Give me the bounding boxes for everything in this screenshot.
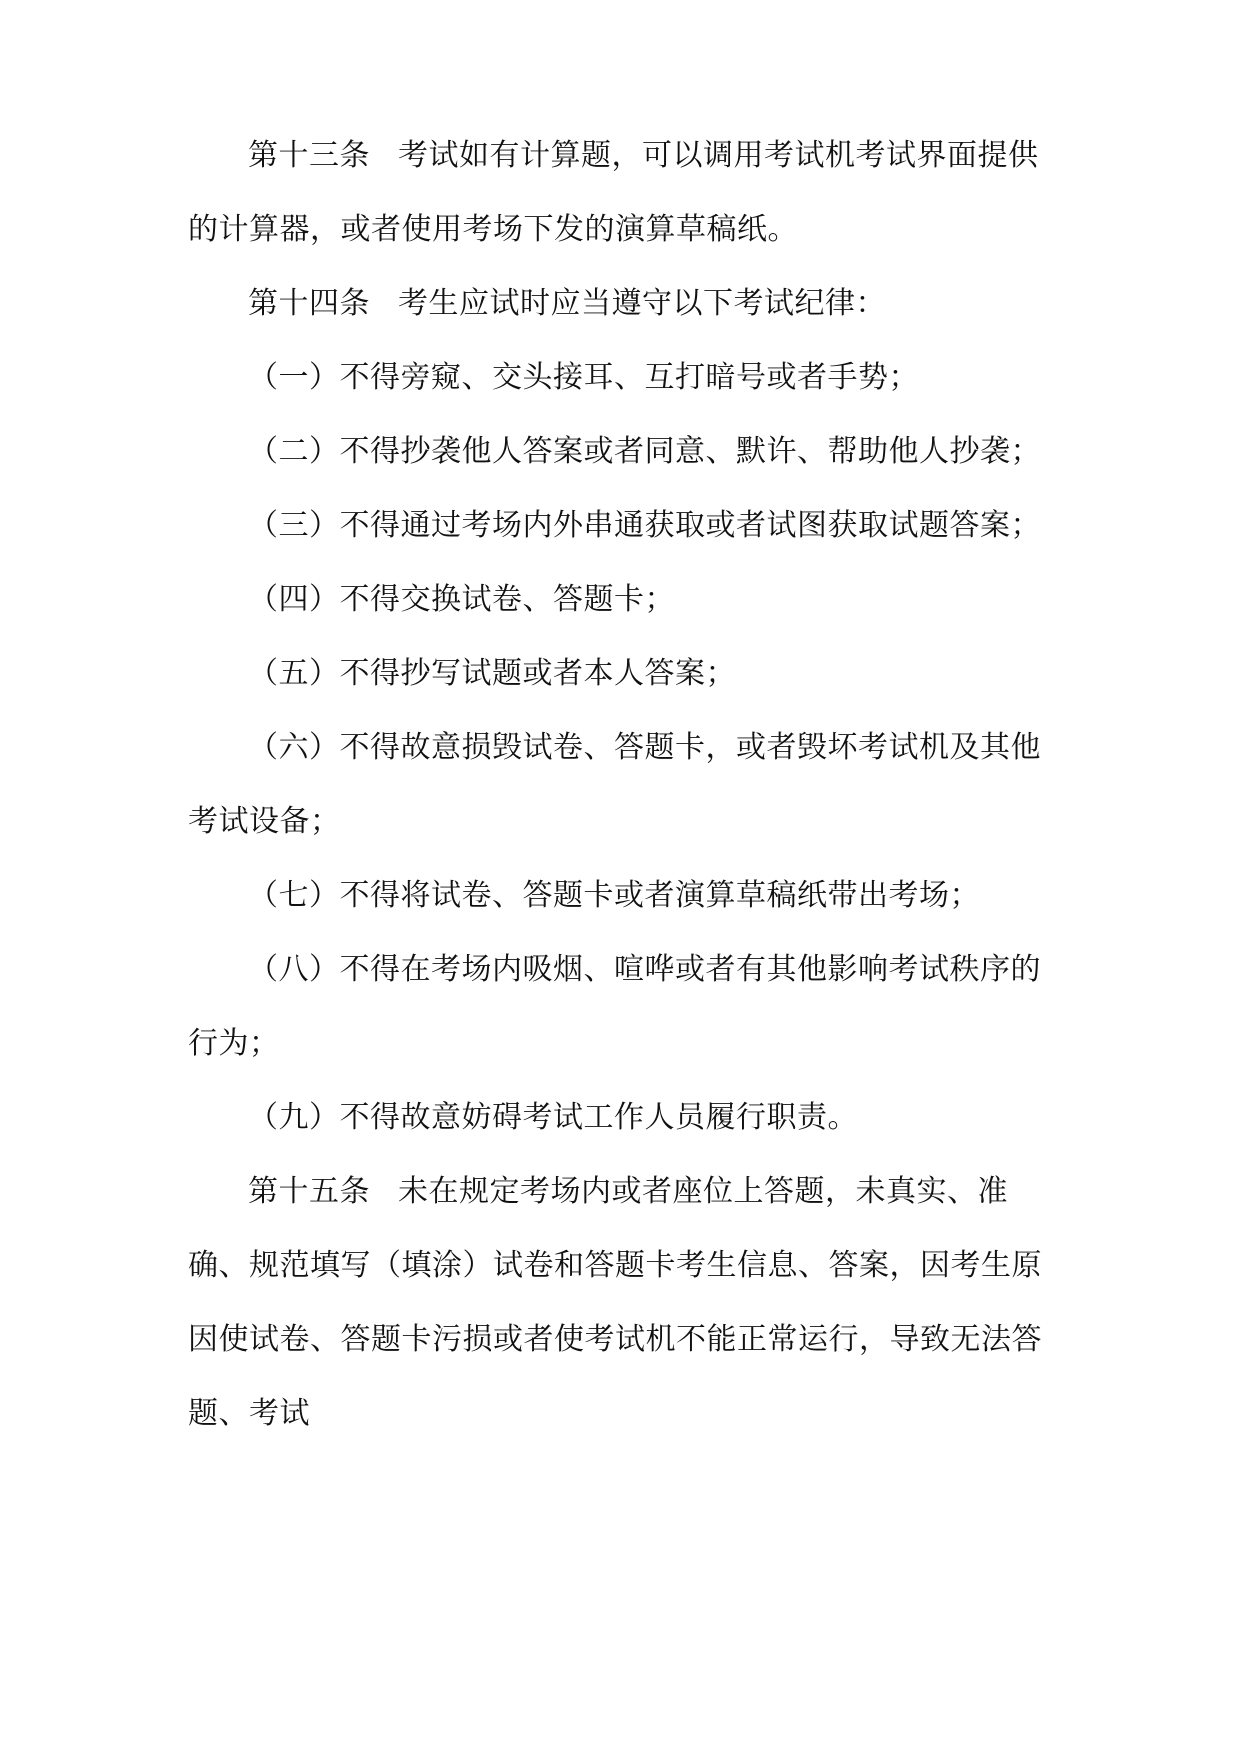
list-item-3: （三）不得通过考场内外串通获取或者试图获取试题答案；	[248, 508, 1041, 543]
article-14-text: 考生应试时应当遵守以下考试纪律：	[398, 286, 886, 321]
list-item-5: （五）不得抄写试题或者本人答案；	[248, 656, 736, 691]
list-item-7: （七）不得将试卷、答题卡或者演算草稿纸带出考场；	[248, 878, 980, 913]
article-13-paragraph	[188, 119, 1048, 267]
article-15-text: 未在规定考场内或者座位上答题，未真实、准确、规范填写（填涂）试卷和答题卡考生信息、答案，因考生原因使试卷、答题卡污损或者使考试机不能正常运行，导致无法答题、考试	[188, 1174, 1042, 1431]
list-item-1: （一）不得旁窥、交头接耳、互打暗号或者手势；	[248, 360, 919, 395]
list-item-4: （四）不得交换试卷、答题卡；	[248, 582, 675, 617]
list-item-6: （六）不得故意损毁试卷、答题卡，或者毁坏考试机及其他考试设备；	[188, 730, 1041, 839]
list-item-9: （九）不得故意妨碍考试工作人员履行职责。	[248, 1100, 858, 1135]
article-14-paragraph	[188, 267, 1048, 341]
article-15-paragraph	[188, 1155, 1048, 1451]
article-13-text: 考试如有计算题，可以调用考试机考试界面提供的计算器，或者使用考场下发的演算草稿纸。	[188, 138, 1039, 247]
list-item-8: （八）不得在考场内吸烟、喧哗或者有其他影响考试秩序的行为；	[188, 952, 1041, 1061]
article-13-number: 第十三条	[248, 138, 370, 173]
article-15-number: 第十五条	[248, 1174, 370, 1209]
article-14-number: 第十四条	[248, 286, 370, 321]
list-item-2: （二）不得抄袭他人答案或者同意、默许、帮助他人抄袭；	[248, 434, 1041, 469]
